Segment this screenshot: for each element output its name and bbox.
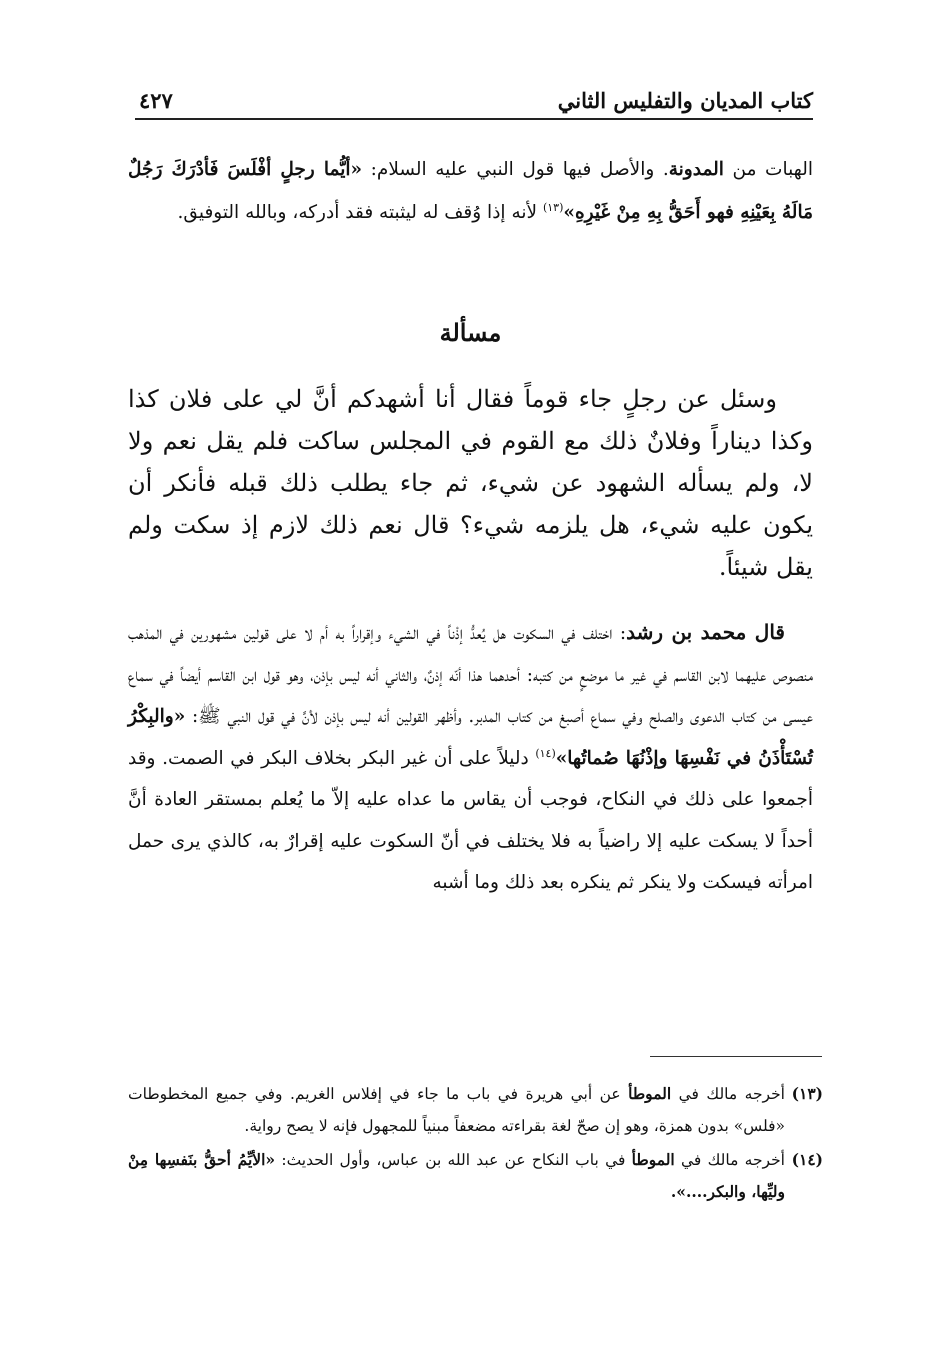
footnote-13 <box>128 1078 823 1142</box>
footnote-hadith: «الأيِّمُ أحقُّ بنَفسِها مِنْ وليِّها، والبكر....». <box>128 1150 785 1201</box>
intro-text-1: الهبات من <box>723 159 813 180</box>
footnote-text: في باب النكاح عن عبد الله بن عباس، وأول الحديث: <box>275 1151 632 1169</box>
answer-text-1: : اختلف في السكوت هل يُعدُّ إذْناً في الشيء وإقراراً به أم لا على قولين مشهورين في المذهب منصوص عليهما لابن القاسم في غير ما موضعٍ من كتبه: أحدهما هذا أنّه إذنٌ، والثاني أنه ليس بإذن، وهو قول ابن القاسم أيضاً في سماع عيسى من كتاب الدعوى والصلح وفي سماع أصبغ من كتاب المدبر. وأظهر القولين أنه ليس بإذن لأنَّ في قول النبي ﷺ: <box>128 623 813 727</box>
footnote-number: (١٤) <box>791 1150 823 1169</box>
hadith-quote-13: «أيُّما رجلٍ أفْلَسَ فَأدْرَكَ رَجُلٌ مَالَهُ بِعَيْنِهِ فهو أَحَقُّ بِهِ مِنْ غَيْرِهِ» <box>128 159 813 223</box>
page-number: ٤٢٧ <box>139 88 173 113</box>
answer-paragraph <box>128 612 813 904</box>
running-head-title: كتاب المديان والتفليس الثاني <box>557 88 813 113</box>
intro-source-mudawwana: المدونة <box>668 159 724 180</box>
footnote-source: الموطأ <box>631 1150 675 1169</box>
question-text: وسئل عن رجلٍ جاء قوماً فقال أنا أشهدكم أنَّ لي على فلان كذا وكذا ديناراً وفلانٌ ذلك مع القوم في المجلس ساكت فلم يقل نعم ولا لا، ولم يسأله الشهود عن شيء، ثم جاء يطلب ذلك قبله فأنكر أن يكون عليه شيء، هل يلزمه شيء؟ قال نعم ذلك لازم إذ سكت ولم يقل شيئاً. <box>128 385 813 581</box>
section-heading: مسألة <box>439 318 502 347</box>
intro-text-3: لأنه إذا وُقف له ليثبته فقد أدركه، وبالله التوفيق. <box>177 202 543 223</box>
footnotes <box>128 1078 823 1208</box>
footnote-ref-14[interactable]: (١٤) <box>535 746 556 760</box>
footnote-text: عن أبي هريرة في باب ما جاء في إفلاس الغريم. وفي جميع المخطوطات «فلس» بدون همزة، وهو إن صحّ لغة بقراءته مضعفاً مبنياً للمجهول فإنه لا يصح رواية. <box>128 1085 785 1135</box>
question-paragraph <box>128 378 813 588</box>
answer-author: قال محمد بن رشد <box>626 620 785 644</box>
running-head <box>135 86 813 120</box>
footnote-ref-13[interactable]: (١٣) <box>542 200 564 214</box>
answer-text-2: دليلاً على أن غير البكر بخلاف البكر في الصمت. وقد أجمعوا على ذلك في النكاح، فوجب أن يقاس ما عداه عليه إلاّ ما يُعلم بمستقر العادة أنَّ أحداً لا يسكت عليه إلا راضياً به فلا يختلف في أنّ السكوت عليه إقرارٌ به، كالذي يرى حمل امرأته فيسكت ولا ينكر ثم ينكره بعد ذلك وما أشبه <box>128 747 813 893</box>
intro-paragraph <box>128 148 813 234</box>
footnote-text: أخرجه مالك في <box>671 1085 785 1103</box>
footnote-number: (١٣) <box>791 1084 823 1103</box>
hadith-quote-14: «والبِكْرُ تُسْتَأْذَنُ في نَفْسِهَا وإذْنُهَا صُماتُها» <box>128 706 813 769</box>
intro-text-2: . والأصل فيها قول النبي عليه السلام: <box>362 159 669 180</box>
footnote-text: أخرجه مالك في <box>674 1151 785 1169</box>
footnote-source: الموطأ <box>628 1084 672 1103</box>
footnote-14 <box>128 1144 823 1208</box>
footnote-separator <box>650 1056 822 1057</box>
